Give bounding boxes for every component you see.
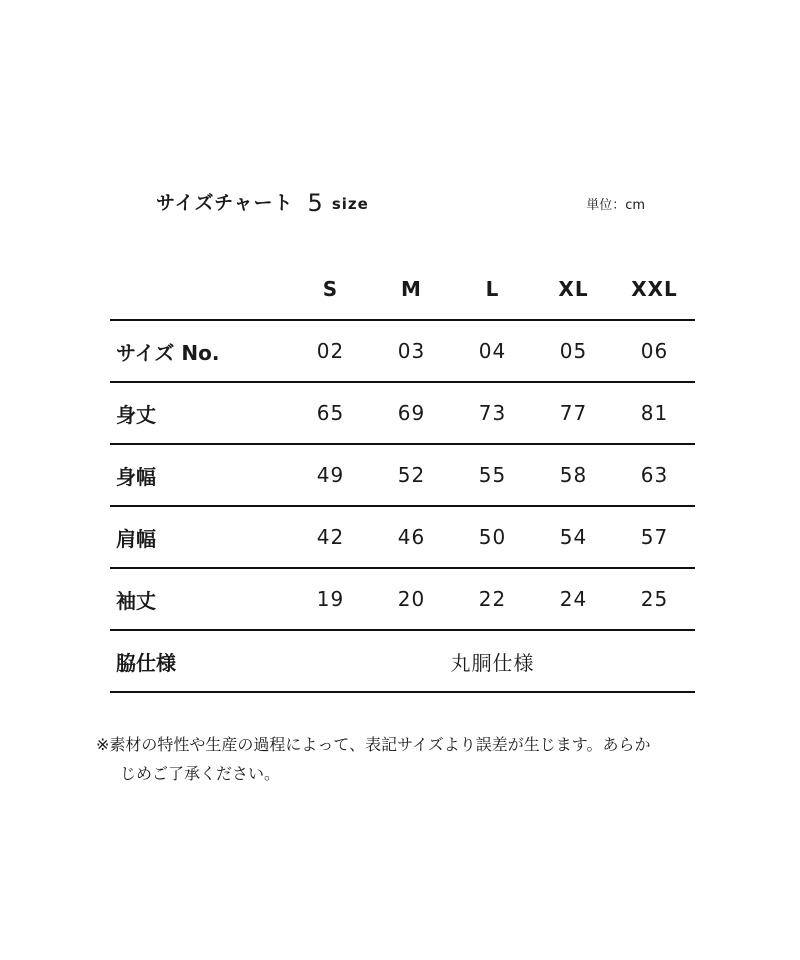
side-spec-label: 脇仕様 [110, 630, 290, 692]
table-cell: 42 [290, 506, 371, 568]
table-row [110, 506, 695, 568]
row-label: 肩幅 [110, 506, 290, 568]
table-row [110, 444, 695, 506]
size-count-suffix: size [331, 195, 369, 213]
table-cell: 46 [371, 506, 452, 568]
table-cell: 69 [371, 382, 452, 444]
table-cell: 52 [371, 444, 452, 506]
side-spec-row [110, 630, 695, 692]
table-cell: 03 [371, 320, 452, 382]
col-header-s: S [290, 259, 371, 320]
unit-label: 単位：cm [586, 198, 645, 213]
col-header-m: M [371, 259, 452, 320]
row-label: サイズ No. [110, 320, 290, 382]
table-cell: 65 [290, 382, 371, 444]
title-bar [140, 158, 665, 230]
header-blank-cell [110, 259, 290, 320]
table-cell: 49 [290, 444, 371, 506]
col-header-l: L [452, 259, 533, 320]
table-cell: 05 [533, 320, 614, 382]
table-cell: 81 [614, 382, 695, 444]
table-cell: 50 [452, 506, 533, 568]
table-cell: 73 [452, 382, 533, 444]
note-line-2: じめご了承ください。 [120, 764, 281, 783]
table-cell: 63 [614, 444, 695, 506]
table-cell: 06 [614, 320, 695, 382]
row-label: 袖丈 [110, 568, 290, 630]
col-header-xl: XL [533, 259, 614, 320]
note-line-1: ※素材の特性や生産の過程によって、表記サイズより誤差が生じます。あらか [96, 735, 651, 754]
table-cell: 58 [533, 444, 614, 506]
table-cell: 20 [371, 568, 452, 630]
size-count: 5 [307, 189, 324, 217]
row-label: 身丈 [110, 382, 290, 444]
col-header-xxl: XXL [614, 259, 695, 320]
disclaimer-note [96, 730, 706, 788]
table-row [110, 568, 695, 630]
table-cell: 55 [452, 444, 533, 506]
chart-title-text: サイズチャート [156, 192, 294, 214]
table-cell: 22 [452, 568, 533, 630]
table-row [110, 320, 695, 382]
table-cell: 24 [533, 568, 614, 630]
header-row [110, 259, 695, 320]
table-cell: 04 [452, 320, 533, 382]
table-cell: 57 [614, 506, 695, 568]
table-row [110, 382, 695, 444]
side-spec-value: 丸胴仕様 [290, 630, 695, 692]
size-table [110, 259, 695, 693]
table-cell: 54 [533, 506, 614, 568]
chart-title [156, 188, 369, 217]
table-cell: 02 [290, 320, 371, 382]
table-cell: 77 [533, 382, 614, 444]
row-label: 身幅 [110, 444, 290, 506]
table-cell: 19 [290, 568, 371, 630]
table-cell: 25 [614, 568, 695, 630]
